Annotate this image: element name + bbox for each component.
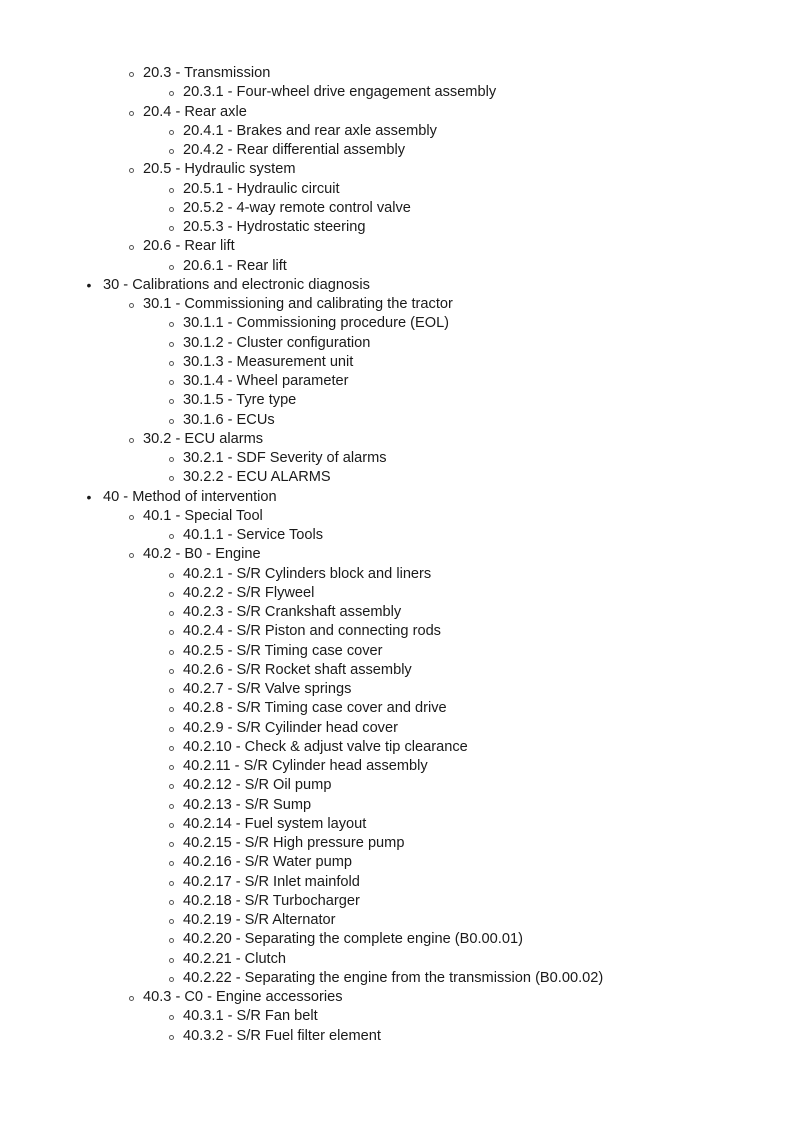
hollow-bullet-icon <box>169 380 174 385</box>
toc-item-label: 20.3.1 - Four-wheel drive engagement assembly <box>183 84 497 101</box>
toc-item-label: 20.3 - Transmission <box>143 65 271 81</box>
toc-item-level-2 <box>0 160 794 179</box>
toc-item-level-3 <box>0 834 794 853</box>
toc-item-label: 40.2.8 - S/R Timing case cover and drive <box>183 700 447 717</box>
toc-item-label: 40.1.1 - Service Tools <box>183 527 324 543</box>
toc-item-level-3 <box>0 565 794 584</box>
hollow-bullet-icon <box>129 72 134 77</box>
toc-item-level-2 <box>0 507 794 526</box>
toc-item-label: 30.1.3 - Measurement unit <box>183 353 354 370</box>
toc-item-level-3 <box>0 603 794 622</box>
toc-item-level-2 <box>0 545 794 564</box>
toc-item-level-3 <box>0 391 794 410</box>
hollow-bullet-icon <box>169 611 174 616</box>
toc-item-level-3 <box>0 141 794 160</box>
toc-item-label: 40.1 - Special Tool <box>143 507 263 524</box>
toc-item-label: 20.4.2 - Rear differential assembly <box>183 142 405 158</box>
hollow-bullet-icon <box>129 303 134 308</box>
toc-item-level-3 <box>0 950 794 969</box>
hollow-bullet-icon <box>169 419 174 424</box>
toc-item-level-3 <box>0 449 794 468</box>
toc-item-label: 40.3.2 - S/R Fuel filter element <box>183 1027 381 1044</box>
toc-item-level-2 <box>0 988 794 1007</box>
toc-item-level-1 <box>0 488 794 507</box>
hollow-bullet-icon <box>169 919 174 924</box>
hollow-bullet-icon <box>169 207 174 212</box>
toc-item-label: 40.2.10 - Check & adjust valve tip clearance <box>183 738 468 755</box>
toc-item-level-3 <box>0 584 794 603</box>
toc-item-label: 40.2.15 - S/R High pressure pump <box>183 835 405 851</box>
hollow-bullet-icon <box>169 650 174 655</box>
toc-item-level-3 <box>0 930 794 949</box>
toc-item-level-3 <box>0 719 794 738</box>
hollow-bullet-icon <box>169 727 174 732</box>
hollow-bullet-icon <box>169 476 174 481</box>
hollow-bullet-icon <box>129 168 134 173</box>
toc-item-level-3 <box>0 526 794 545</box>
hollow-bullet-icon <box>169 784 174 789</box>
toc-item-label: 40.2.11 - S/R Cylinder head assembly <box>183 758 428 774</box>
hollow-bullet-icon <box>169 226 174 231</box>
toc-item-level-3 <box>0 892 794 911</box>
toc-item-level-3 <box>0 468 794 487</box>
hollow-bullet-icon <box>169 958 174 963</box>
hollow-bullet-icon <box>169 881 174 886</box>
toc-item-label: 40.2.9 - S/R Cyilinder head cover <box>183 719 398 736</box>
toc-item-level-3 <box>0 796 794 815</box>
toc-item-label: 20.6.1 - Rear lift <box>183 257 287 274</box>
hollow-bullet-icon <box>169 688 174 693</box>
toc-item-label: 20.5.1 - Hydraulic circuit <box>183 180 340 197</box>
toc-item-label: 30.1.5 - Tyre type <box>183 392 297 409</box>
toc-item-label: 40.2.14 - Fuel system layout <box>183 815 367 832</box>
toc-item-label: 40.2.13 - S/R Sump <box>183 796 312 813</box>
toc-item-level-3 <box>0 411 794 430</box>
toc-item-label: 40.2.4 - S/R Piston and connecting rods <box>183 623 441 640</box>
toc-item-label: 40.2.18 - S/R Turbocharger <box>183 892 360 909</box>
hollow-bullet-icon <box>169 765 174 770</box>
toc-item-level-3 <box>0 353 794 372</box>
toc-item-level-3 <box>0 334 794 353</box>
toc-item-label: 40.2.20 - Separating the complete engine (B0.00.01) <box>183 931 523 948</box>
toc-item-label: 40.2.17 - S/R Inlet mainfold <box>183 873 360 890</box>
toc-item-level-3 <box>0 873 794 892</box>
hollow-bullet-icon <box>169 265 174 270</box>
hollow-bullet-icon <box>169 399 174 404</box>
toc-item-label: 40.3 - C0 - Engine accessories <box>143 989 343 1005</box>
hollow-bullet-icon <box>129 515 134 520</box>
hollow-bullet-icon <box>169 746 174 751</box>
toc-item-level-3 <box>0 1007 794 1026</box>
toc-item-level-3 <box>0 661 794 680</box>
hollow-bullet-icon <box>169 900 174 905</box>
hollow-bullet-icon <box>169 457 174 462</box>
toc-item-level-3 <box>0 218 794 237</box>
toc-item-label: 40.2.3 - S/R Crankshaft assembly <box>183 604 402 620</box>
toc-item-level-3 <box>0 853 794 872</box>
toc-item-label: 30.2 - ECU alarms <box>143 430 264 447</box>
hollow-bullet-icon <box>169 630 174 635</box>
hollow-bullet-icon <box>169 361 174 366</box>
hollow-bullet-icon <box>169 322 174 327</box>
toc-item-level-2 <box>0 237 794 256</box>
toc-item-label: 20.5.2 - 4-way remote control valve <box>183 199 411 216</box>
toc-item-label: 20.5 - Hydraulic system <box>143 161 296 178</box>
toc-item-label: 30.2.1 - SDF Severity of alarms <box>183 450 387 466</box>
toc-item-level-3 <box>0 372 794 391</box>
toc-item-level-2 <box>0 103 794 122</box>
hollow-bullet-icon <box>169 669 174 674</box>
toc-item-level-3 <box>0 83 794 102</box>
toc-item-label: 40.2.21 - Clutch <box>183 950 287 967</box>
hollow-bullet-icon <box>169 188 174 193</box>
table-of-contents <box>0 64 794 1046</box>
hollow-bullet-icon <box>169 534 174 539</box>
hollow-bullet-icon <box>169 804 174 809</box>
filled-bullet-icon: • <box>86 276 92 293</box>
hollow-bullet-icon <box>169 342 174 347</box>
hollow-bullet-icon <box>169 1035 174 1040</box>
toc-item-level-2 <box>0 430 794 449</box>
toc-item-level-3 <box>0 699 794 718</box>
toc-item-label: 40.3.1 - S/R Fan belt <box>183 1008 318 1025</box>
toc-item-label: 30.1.1 - Commissioning procedure (EOL) <box>183 315 450 332</box>
toc-item-label: 20.4 - Rear axle <box>143 103 247 120</box>
hollow-bullet-icon <box>169 130 174 135</box>
hollow-bullet-icon <box>169 91 174 96</box>
toc-item-level-3 <box>0 776 794 795</box>
hollow-bullet-icon <box>169 149 174 154</box>
toc-item-label: 20.6 - Rear lift <box>143 238 235 255</box>
hollow-bullet-icon <box>129 438 134 443</box>
hollow-bullet-icon <box>169 823 174 828</box>
hollow-bullet-icon <box>169 592 174 597</box>
toc-item-level-1 <box>0 276 794 295</box>
toc-item-level-3 <box>0 257 794 276</box>
toc-item-level-2 <box>0 295 794 314</box>
filled-bullet-icon: • <box>86 488 92 505</box>
toc-item-label: 20.5.3 - Hydrostatic steering <box>183 219 366 235</box>
toc-item-label: 40.2.12 - S/R Oil pump <box>183 777 332 794</box>
toc-item-label: 40.2.7 - S/R Valve springs <box>183 681 352 697</box>
hollow-bullet-icon <box>169 861 174 866</box>
toc-item-level-3 <box>0 199 794 218</box>
hollow-bullet-icon <box>129 996 134 1001</box>
toc-item-label: 30.1.6 - ECUs <box>183 411 275 428</box>
hollow-bullet-icon <box>169 938 174 943</box>
toc-item-label: 30.2.2 - ECU ALARMS <box>183 469 331 486</box>
toc-item-level-3 <box>0 122 794 141</box>
toc-item-label: 20.4.1 - Brakes and rear axle assembly <box>183 122 437 139</box>
toc-item-label: 30.1.2 - Cluster configuration <box>183 334 371 351</box>
toc-item-level-3 <box>0 757 794 776</box>
toc-item-level-3 <box>0 1027 794 1046</box>
toc-item-level-3 <box>0 738 794 757</box>
toc-item-label: 40.2.5 - S/R Timing case cover <box>183 642 383 659</box>
hollow-bullet-icon <box>169 707 174 712</box>
hollow-bullet-icon <box>129 111 134 116</box>
toc-item-label: 40.2.22 - Separating the engine from the transmission (B0.00.02) <box>183 969 604 986</box>
hollow-bullet-icon <box>169 842 174 847</box>
toc-item-label: 40.2.19 - S/R Alternator <box>183 912 336 928</box>
toc-item-label: 40.2 - B0 - Engine <box>143 546 261 563</box>
toc-item-label: 40.2.1 - S/R Cylinders block and liners <box>183 565 432 582</box>
toc-item-label: 40.2.2 - S/R Flyweel <box>183 584 315 601</box>
hollow-bullet-icon <box>169 977 174 982</box>
toc-item-label: 30.1.4 - Wheel parameter <box>183 373 349 389</box>
toc-item-level-3 <box>0 911 794 930</box>
toc-item-label: 30 - Calibrations and electronic diagnosis <box>103 276 370 293</box>
hollow-bullet-icon <box>129 553 134 558</box>
toc-item-level-3 <box>0 642 794 661</box>
toc-item-level-3 <box>0 680 794 699</box>
toc-item-label: 40.2.16 - S/R Water pump <box>183 854 352 871</box>
toc-item-label: 40.2.6 - S/R Rocket shaft assembly <box>183 661 412 678</box>
hollow-bullet-icon <box>129 245 134 250</box>
toc-item-level-3 <box>0 969 794 988</box>
hollow-bullet-icon <box>169 1015 174 1020</box>
toc-item-level-3 <box>0 622 794 641</box>
toc-item-level-3 <box>0 815 794 834</box>
toc-item-level-3 <box>0 180 794 199</box>
hollow-bullet-icon <box>169 573 174 578</box>
toc-item-level-3 <box>0 314 794 333</box>
toc-item-level-2 <box>0 64 794 83</box>
toc-item-label: 40 - Method of intervention <box>103 488 277 505</box>
toc-item-label: 30.1 - Commissioning and calibrating the tractor <box>143 296 453 312</box>
